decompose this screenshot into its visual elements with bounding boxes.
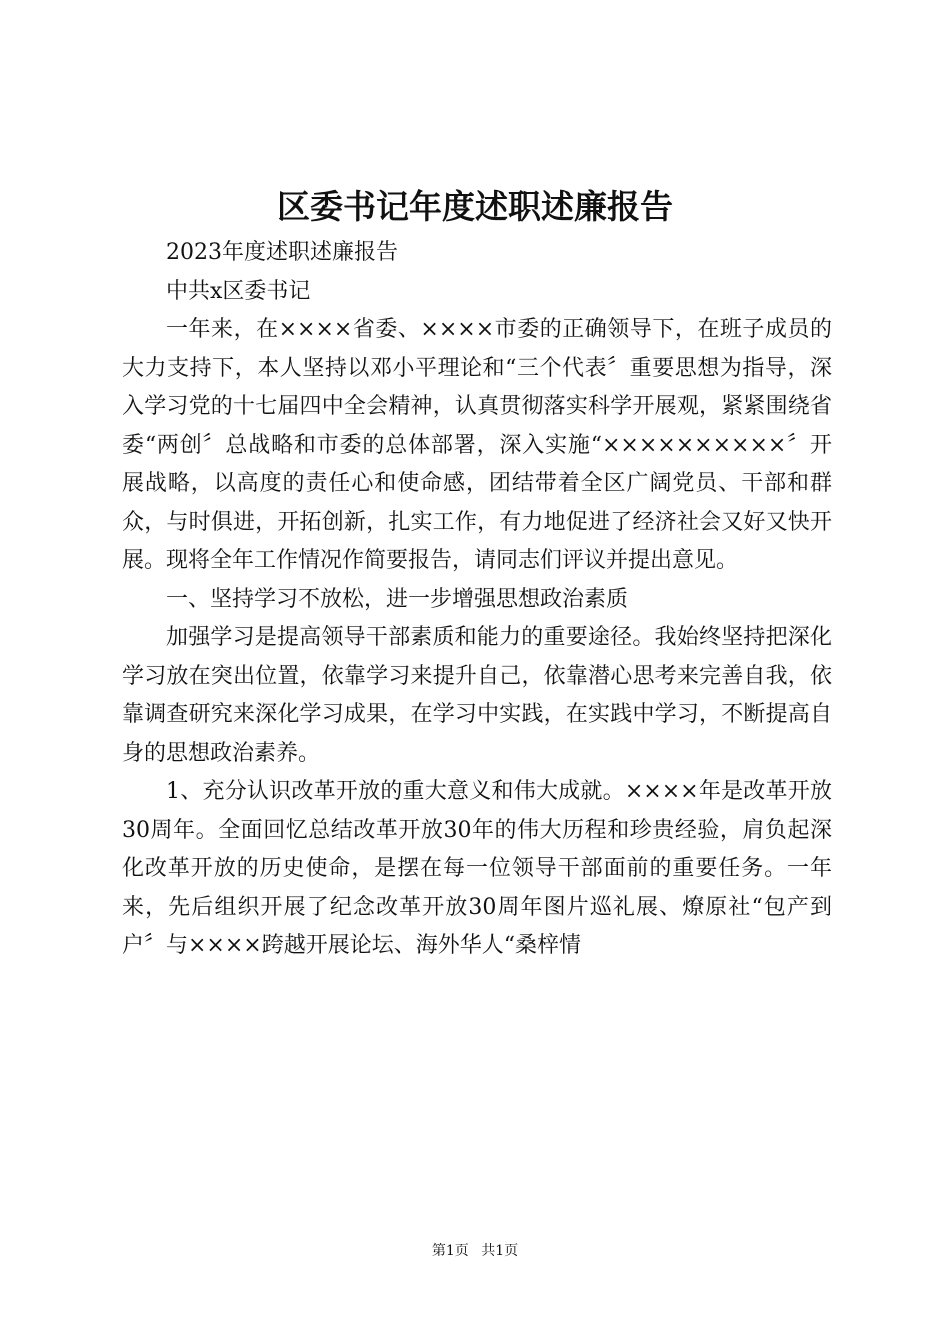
author-line: 中共x区委书记	[166, 278, 311, 304]
document-body	[122, 234, 832, 966]
report-subtitle: 2023年度述职述廉报告	[166, 240, 398, 265]
page-number: 第1页	[431, 1243, 469, 1259]
page-footer	[0, 1241, 950, 1261]
page-total: 共1页	[481, 1243, 519, 1259]
section-heading: 一、坚持学习不放松，进一步增强思想政治素质	[166, 586, 629, 612]
item-paragraph: 1、充分认识改革开放的重大意义和伟大成就。××××年是改革开放30周年。全面回忆总结改革开放30年的伟大历程和珍贵经验，肩负起深化改革开放的历史使命，是摆在每一位领导干部面前的重要任务。一年来，先后组织开展了纪念改革开放30周年图片巡礼展、燎原社“包产到户〞与××××跨越开展论坛、海外华人“桑梓情	[122, 779, 832, 958]
intro-paragraph: 一年来，在××××省委、××××市委的正确领导下，在班子成员的大力支持下，本人坚持以邓小平理论和“三个代表〞重要思想为指导，深入学习党的十七届四中全会精神，认真贯彻落实科学开展观，紧紧围绕省委“两创〞总战略和市委的总体部署，深入实施“××××××××××〞开展战略，以高度的责任心和使命感，团结带着全区广阔党员、干部和群众，与时俱进，开拓创新，扎实工作，有力地促进了经济社会又好又快开展。现将全年工作情况作简要报告，请同志们评议并提出意见。	[122, 317, 832, 573]
section-paragraph: 加强学习是提高领导干部素质和能力的重要途径。我始终坚持把深化学习放在突出位置，依靠学习来提升自己，依靠潜心思考来完善自我，依靠调查研究来深化学习成果，在学习中实践，在实践中学习，不断提高自身的思想政治素养。	[122, 625, 832, 766]
document-title: 区委书记年度述职述廉报告	[277, 187, 673, 226]
